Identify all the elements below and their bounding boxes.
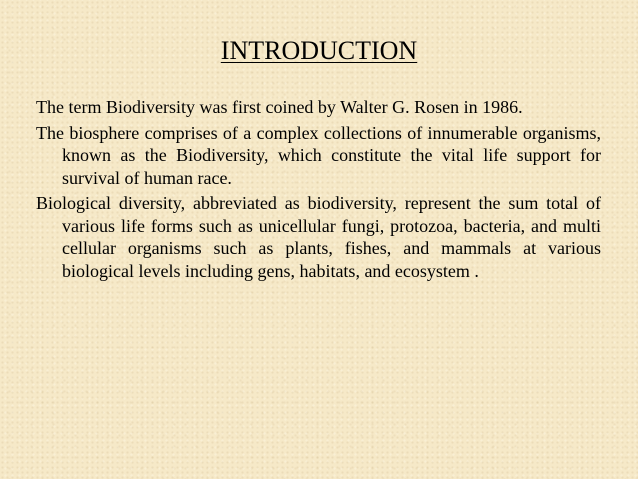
paragraph-biosphere: The biosphere comprises of a complex collections of innumerable organisms, known as the Biodiversity, which constitute the vital life support for survival of human race. bbox=[36, 122, 601, 188]
paragraph-biological-diversity: Biological diversity, abbreviated as biodiversity, represent the sum total of various life forms such as unicellular fungi, protozoa, bacteria, and multi cellular organisms such as plants, fishes, and mammals at various biological levels including gens, habitats, and ecosystem . bbox=[36, 193, 601, 281]
slide-body bbox=[36, 96, 601, 285]
slide-title: INTRODUCTION bbox=[220, 36, 418, 65]
paragraph-rosen: The term Biodiversity was first coined by Walter G. Rosen in 1986. bbox=[36, 97, 523, 117]
